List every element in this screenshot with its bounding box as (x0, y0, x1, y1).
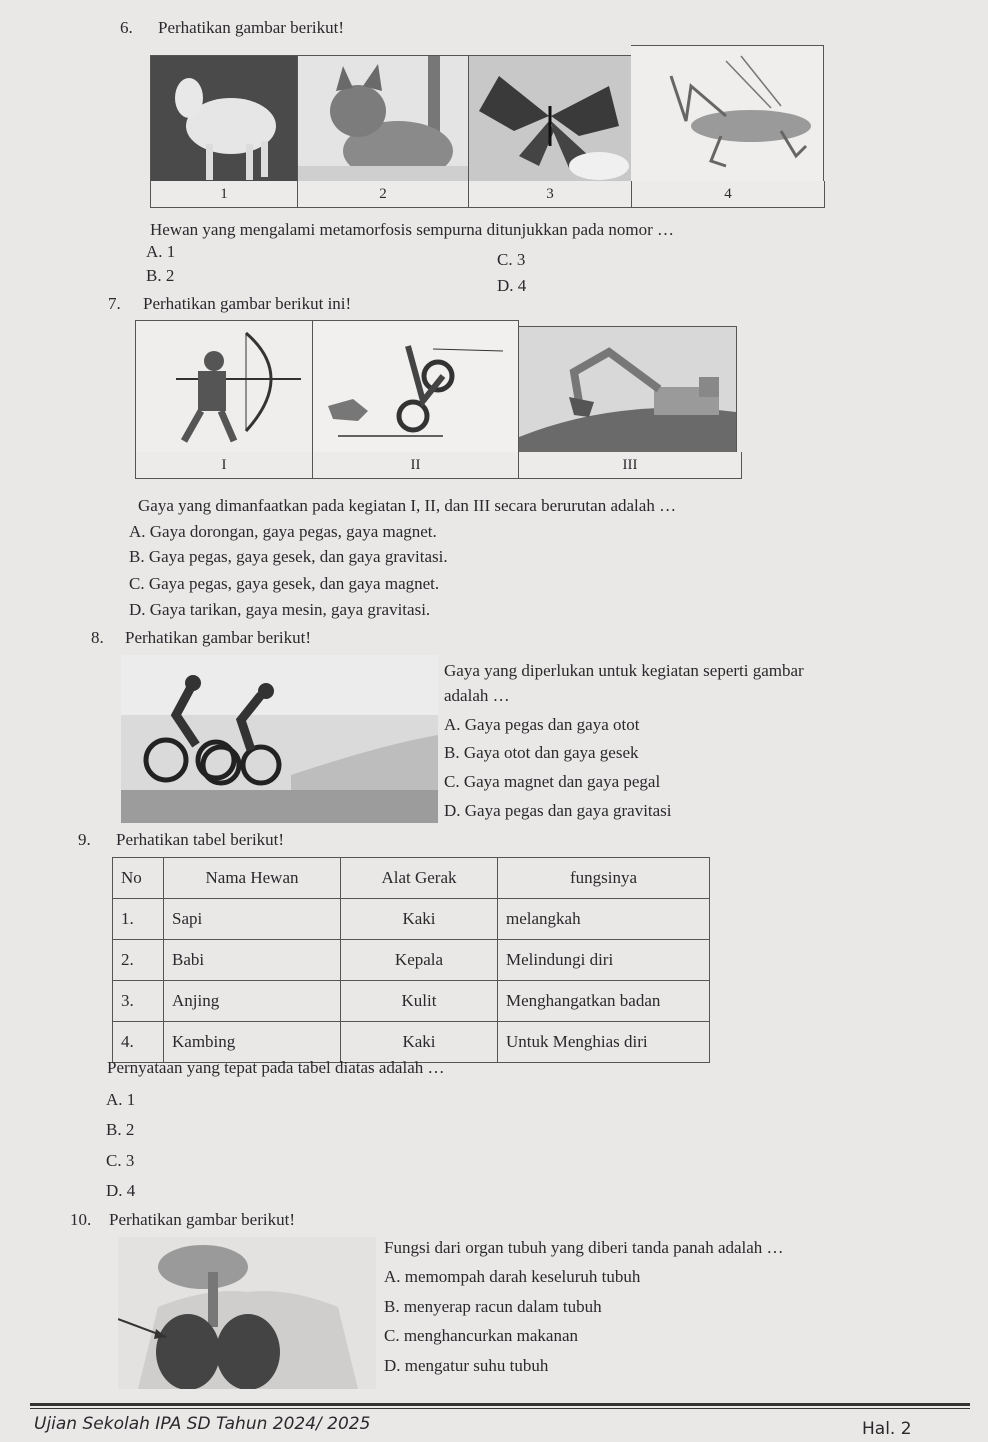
q6-caption-1: 1 (150, 181, 298, 208)
q9-option-a[interactable]: A. 1 (106, 1090, 136, 1109)
cell-alat-gerak: Kepala (341, 940, 498, 981)
cell-fungsi: Untuk Menghias diri (498, 1022, 710, 1063)
cell-alat-gerak: Kulit (341, 981, 498, 1022)
q6-option-a[interactable]: A. 1 (146, 242, 176, 261)
animal-table (112, 857, 710, 1063)
q10-option-b[interactable]: B. menyerap racun dalam tubuh (384, 1297, 602, 1316)
q7-option-c[interactable]: C. Gaya pegas, gaya gesek, dan gaya magnet. (129, 574, 440, 593)
q6-caption-4: 4 (631, 181, 825, 208)
excavator-image (518, 326, 737, 454)
q7-caption-1: I (135, 452, 313, 479)
q8-question-line1: Gaya yang diperlukan untuk kegiatan seperti gambar (444, 661, 804, 680)
cell-alat-gerak: Kaki (341, 1022, 498, 1063)
q8-option-c[interactable]: C. Gaya magnet dan gaya pegal (444, 772, 661, 791)
header-no: No (113, 858, 164, 899)
goat-image (150, 55, 298, 183)
q10-option-c[interactable]: C. menghancurkan makanan (384, 1326, 579, 1345)
footer-divider-thin (30, 1408, 970, 1409)
archer-image (135, 320, 313, 454)
table-header-row (113, 858, 710, 899)
q7-question: Gaya yang dimanfaatkan pada kegiatan I, II, dan III secara berurutan adalah … (138, 496, 677, 515)
q6-question: Hewan yang mengalami metamorfosis sempurna ditunjukkan pada nomor … (150, 220, 675, 239)
cell-alat-gerak: Kaki (341, 899, 498, 940)
q9-prompt: Perhatikan tabel berikut! (116, 830, 285, 849)
cell-nama-hewan: Babi (164, 940, 341, 981)
q8-option-d[interactable]: D. Gaya pegas dan gaya gravitasi (444, 801, 672, 820)
q10-number: 10. (70, 1210, 92, 1229)
q7-prompt: Perhatikan gambar berikut ini! (143, 294, 352, 313)
table-row (113, 1022, 710, 1063)
q9-option-b[interactable]: B. 2 (106, 1120, 135, 1139)
header-nama-hewan: Nama Hewan (164, 858, 341, 899)
q8-number: 8. (91, 628, 104, 647)
q7-caption-3: III (518, 452, 742, 479)
q8-question-line2: adalah … (444, 686, 510, 705)
q6-number: 6. (120, 18, 133, 37)
motorcycle-dog-image (312, 320, 519, 454)
q9-question: Pernyataan yang tepat pada tabel diatas adalah … (107, 1058, 445, 1077)
q10-question: Fungsi dari organ tubuh yang diberi tanda panah adalah … (384, 1238, 784, 1257)
cell-no: 2. (113, 940, 164, 981)
q8-option-b[interactable]: B. Gaya otot dan gaya gesek (444, 743, 639, 762)
q6-caption-2: 2 (297, 181, 469, 208)
grasshopper-image (631, 45, 824, 183)
cell-no: 3. (113, 981, 164, 1022)
q9-option-d[interactable]: D. 4 (106, 1181, 136, 1200)
cell-no: 1. (113, 899, 164, 940)
q9-number: 9. (78, 830, 91, 849)
q6-option-b[interactable]: B. 2 (146, 266, 175, 285)
header-fungsinya: fungsinya (498, 858, 710, 899)
table-row (113, 899, 710, 940)
q10-prompt: Perhatikan gambar berikut! (109, 1210, 295, 1229)
cell-nama-hewan: Sapi (164, 899, 341, 940)
butterfly-image (468, 55, 632, 183)
cell-fungsi: melangkah (498, 899, 710, 940)
header-alat-gerak: Alat Gerak (341, 858, 498, 899)
q7-number: 7. (108, 294, 121, 313)
q8-option-a[interactable]: A. Gaya pegas dan gaya otot (444, 715, 640, 734)
cell-fungsi: Menghangatkan badan (498, 981, 710, 1022)
cell-nama-hewan: Anjing (164, 981, 341, 1022)
respiratory-organ-image (118, 1237, 376, 1389)
footer-divider (30, 1403, 970, 1406)
q7-option-d[interactable]: D. Gaya tarikan, gaya mesin, gaya gravitasi. (129, 600, 431, 619)
cat-image (297, 55, 469, 183)
q6-option-d[interactable]: D. 4 (497, 276, 527, 295)
cell-no: 4. (113, 1022, 164, 1063)
cell-fungsi: Melindungi diri (498, 940, 710, 981)
cell-nama-hewan: Kambing (164, 1022, 341, 1063)
q6-caption-3: 3 (468, 181, 632, 208)
q9-option-c[interactable]: C. 3 (106, 1151, 135, 1170)
q10-option-d[interactable]: D. mengatur suhu tubuh (384, 1356, 549, 1375)
q7-option-b[interactable]: B. Gaya pegas, gaya gesek, dan gaya gravitasi. (129, 547, 448, 566)
q10-option-a[interactable]: A. memompah darah keseluruh tubuh (384, 1267, 641, 1286)
cyclists-image (121, 655, 438, 823)
page-number: Hal. 2 (862, 1419, 912, 1439)
table-row (113, 981, 710, 1022)
q6-prompt: Perhatikan gambar berikut! (158, 18, 344, 37)
q6-option-c[interactable]: C. 3 (497, 250, 526, 269)
footer-title: Ujian Sekolah IPA SD Tahun 2024/ 2025 (34, 1414, 371, 1434)
table-row (113, 940, 710, 981)
q7-option-a[interactable]: A. Gaya dorongan, gaya pegas, gaya magnet. (129, 522, 437, 541)
q7-caption-2: II (312, 452, 519, 479)
q8-prompt: Perhatikan gambar berikut! (125, 628, 311, 647)
